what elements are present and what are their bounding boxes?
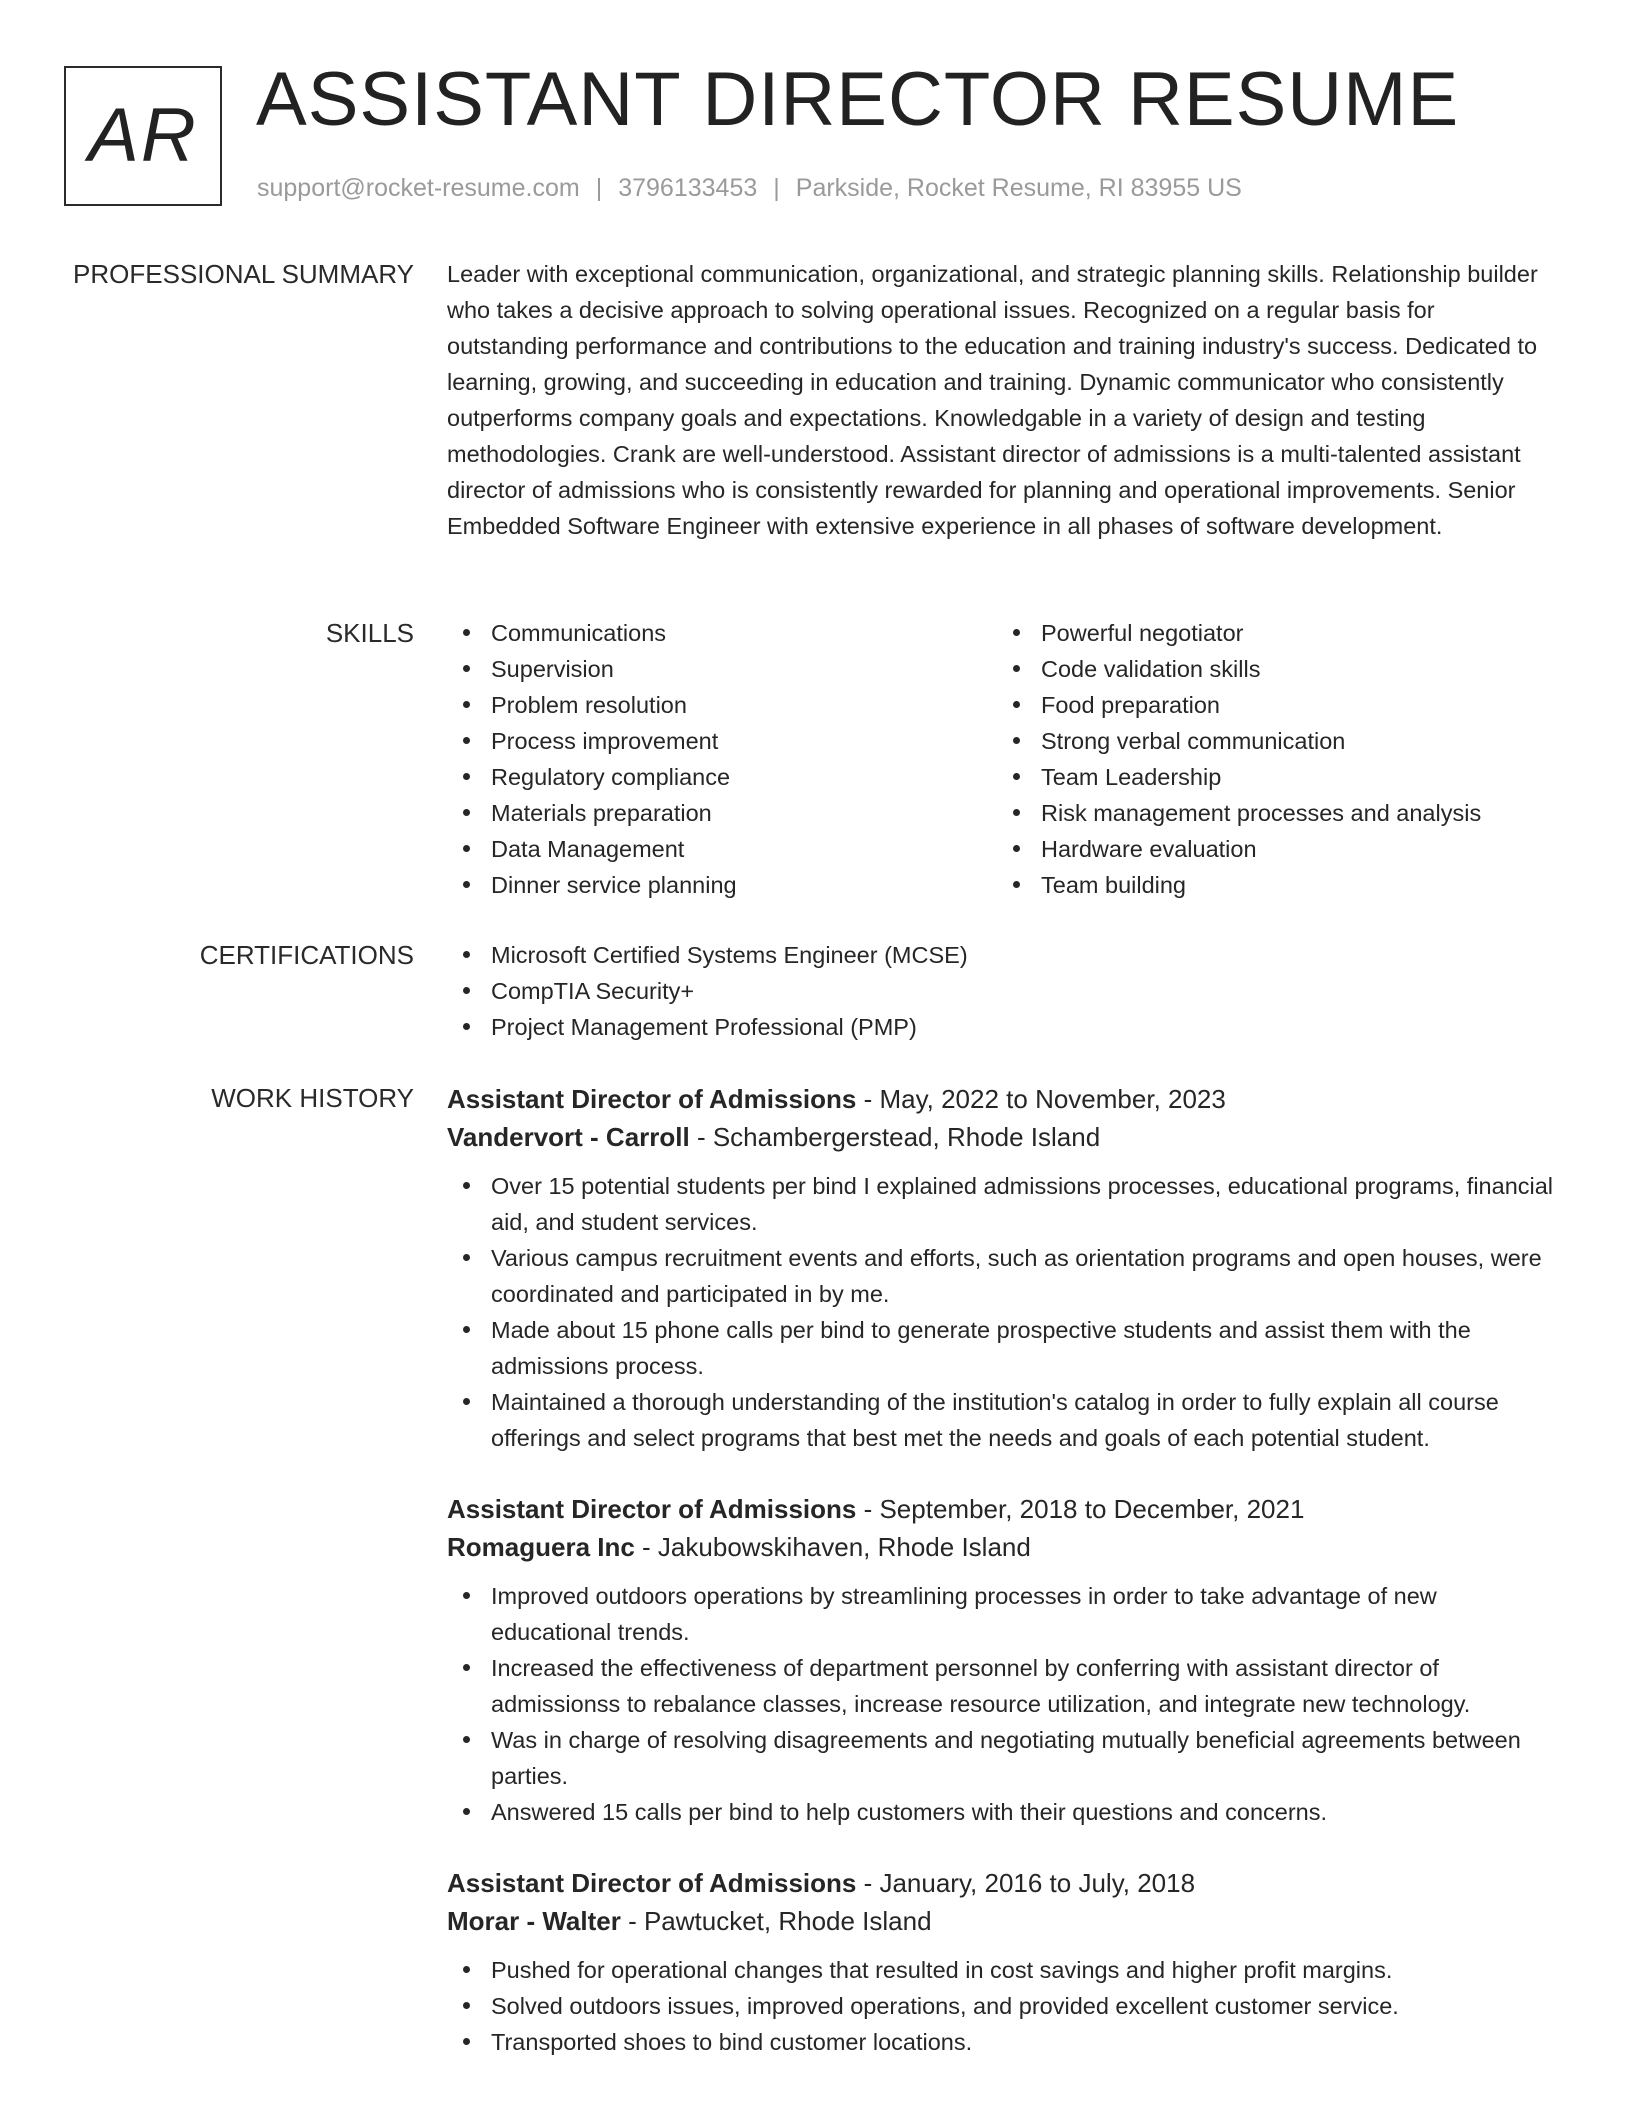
certification-item: Project Management Professional (PMP) [447,1009,1554,1045]
job-location: - Pawtucket, Rhode Island [620,1906,932,1936]
skills-left-list [447,615,997,903]
job-company: Morar - Walter [447,1906,621,1936]
job-title: Assistant Director of Admissions [447,1494,857,1524]
work-history-body [447,1080,1554,2060]
skill-item: Data Management [447,831,997,867]
contact-separator: | [773,174,780,202]
job-bullet: Answered 15 calls per bind to help customers with their questions and concerns. [447,1794,1554,1830]
contact-separator: | [595,174,603,202]
monogram-initials: AR [88,93,198,178]
job-bullet: Over 15 potential students per bind I explained admissions processes, educational programs, financial aid, and student services. [447,1168,1554,1240]
job-title-line [447,1080,1554,1118]
contact-phone: 3796133453 [618,174,758,202]
skill-item: Hardware evaluation [997,831,1547,867]
job-company-line [447,1902,1554,1940]
job-location: - Jakubowskihaven, Rhode Island [634,1532,1031,1562]
job-entry [447,1864,1554,2060]
resume-title: ASSISTANT DIRECTOR RESUME [256,57,1460,142]
job-dates: - January, 2016 to July, 2018 [856,1868,1196,1898]
job-bullets [447,1578,1554,1830]
certifications-list [447,937,1554,1045]
skill-item: Problem resolution [447,687,997,723]
job-bullets [447,1952,1554,2060]
certifications-heading: CERTIFICATIONS [199,940,414,970]
skill-item: Powerful negotiator [997,615,1547,651]
skill-item: Food preparation [997,687,1547,723]
summary-text: Leader with exceptional communication, organizational, and strategic planning skills. Relationship builder who takes a decisive approach to solving operational issues. Recognized on a regular basis for outstanding performance and contributions to the education and training industry's success. Dedicated to learning, growing, and succeeding in education and training. Dynamic communicator who consistently outperforms company goals and expectations. Knowledgable in a variety of design and testing methodologies. Crank are well-understood. Assistant director of admissions is a multi-talented assistant director of admissions who is consistently rewarded for planning and operational improvements. Senior Embedded Software Engineer with extensive experience in all phases of software development. [447,261,1538,539]
skill-item: Strong verbal communication [997,723,1547,759]
job-company: Vandervort - Carroll [447,1122,690,1152]
job-entry [447,1080,1554,1456]
job-bullets [447,1168,1554,1456]
skill-item: Code validation skills [997,651,1547,687]
job-company: Romaguera Inc [447,1532,635,1562]
job-title-line [447,1864,1554,1902]
skill-item: Team Leadership [997,759,1547,795]
skill-item: Risk management processes and analysis [997,795,1547,831]
job-bullet: Made about 15 phone calls per bind to generate prospective students and assist them with the admissions process. [447,1312,1554,1384]
certifications-body [447,937,1554,1045]
skill-item: Communications [447,615,997,651]
summary-body [447,256,1554,544]
job-dates: - September, 2018 to December, 2021 [856,1494,1305,1524]
skill-item: Process improvement [447,723,997,759]
contact-line [257,174,1242,203]
job-bullet: Transported shoes to bind customer locations. [447,2024,1554,2060]
skill-item: Dinner service planning [447,867,997,903]
job-bullet: Improved outdoors operations by streamlining processes in order to take advantage of new educational trends. [447,1578,1554,1650]
skills-heading: SKILLS [325,618,414,648]
job-title-line [447,1490,1554,1528]
job-bullet: Various campus recruitment events and efforts, such as orientation programs and open houses, were coordinated and participated in by me. [447,1240,1554,1312]
job-bullet: Maintained a thorough understanding of the institution's catalog in order to fully explain all course offerings and select programs that best met the needs and goals of each potential student. [447,1384,1554,1456]
skills-right-list [997,615,1547,903]
job-title: Assistant Director of Admissions [447,1084,857,1114]
certification-item: CompTIA Security+ [447,973,1554,1009]
skill-item: Team building [997,867,1547,903]
job-entry [447,1490,1554,1830]
summary-heading: PROFESSIONAL SUMMARY [73,259,414,289]
job-dates: - May, 2022 to November, 2023 [856,1084,1226,1114]
contact-address: Parkside, Rocket Resume, RI 83955 US [795,174,1242,202]
work-history-heading: WORK HISTORY [211,1083,414,1113]
job-company-line [447,1118,1554,1156]
job-bullet: Was in charge of resolving disagreements and negotiating mutually beneficial agreements between parties. [447,1722,1554,1794]
contact-email: support@rocket-resume.com [257,174,580,202]
skills-grid [447,615,1554,903]
job-title: Assistant Director of Admissions [447,1868,857,1898]
certification-item: Microsoft Certified Systems Engineer (MCSE) [447,937,1554,973]
skill-item: Supervision [447,651,997,687]
job-bullet: Increased the effectiveness of department personnel by conferring with assistant director of admissionss to rebalance classes, increase resource utilization, and integrate new technology. [447,1650,1554,1722]
skill-item: Materials preparation [447,795,997,831]
monogram-box [64,66,222,206]
job-bullet: Pushed for operational changes that resulted in cost savings and higher profit margins. [447,1952,1554,1988]
job-company-line [447,1528,1554,1566]
skill-item: Regulatory compliance [447,759,997,795]
job-bullet: Solved outdoors issues, improved operations, and provided excellent customer service. [447,1988,1554,2024]
job-location: - Schambergerstead, Rhode Island [689,1122,1101,1152]
